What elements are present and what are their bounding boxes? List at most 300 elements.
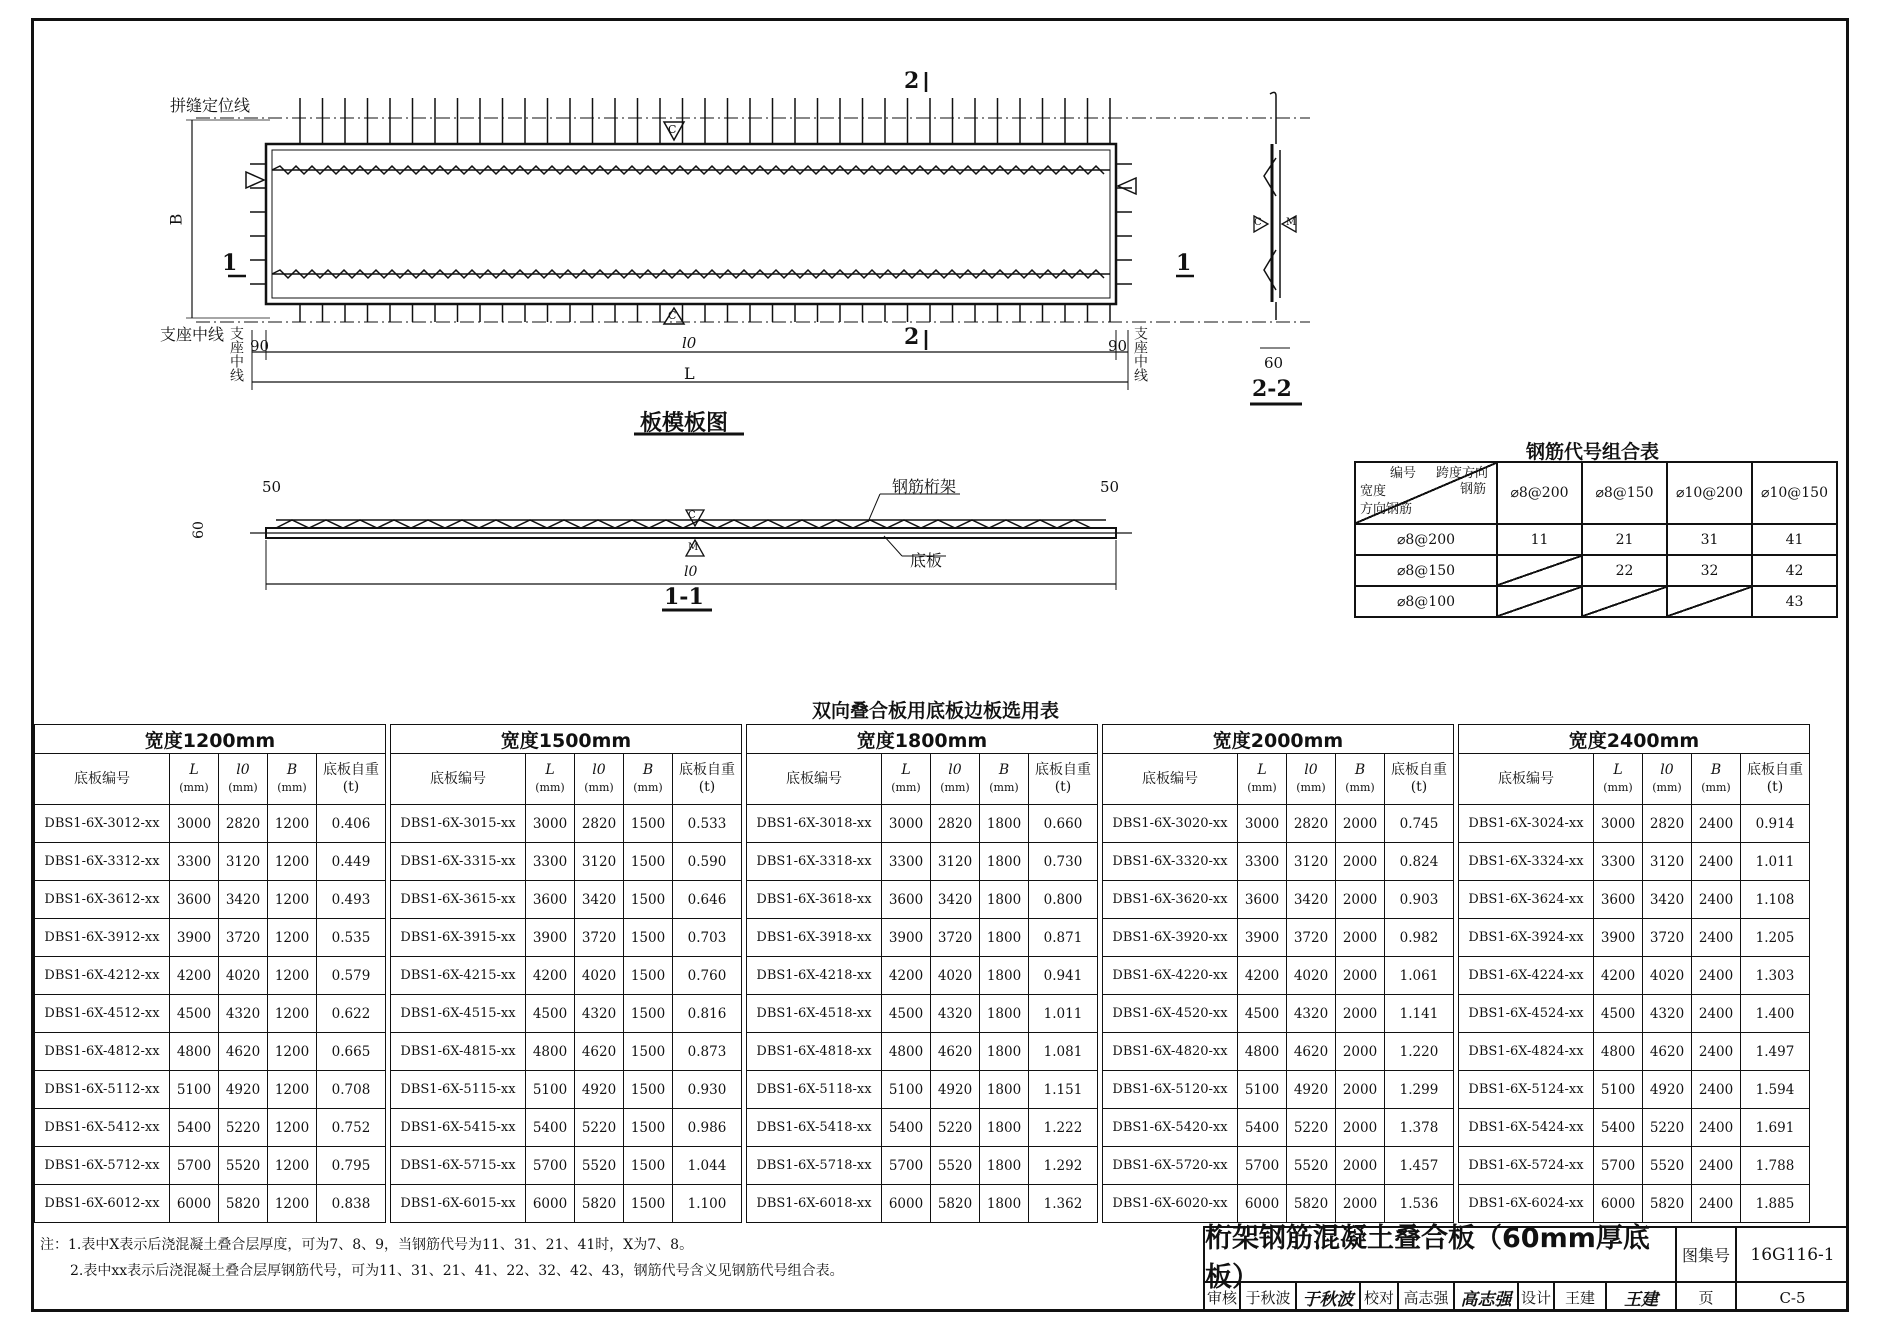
width-b-cell: 1500: [624, 1109, 673, 1147]
col-header-l0: [1287, 754, 1336, 805]
table-row: [391, 1147, 742, 1185]
col-header-b-symbol: B: [1354, 762, 1366, 778]
slab-code-cell: DBS1-6X-3912-xx: [35, 919, 170, 957]
slab-code-cell: DBS1-6X-5415-xx: [391, 1109, 526, 1147]
length-l-cell: 3000: [170, 805, 219, 843]
col-header-code: 底板编号: [35, 754, 170, 805]
table-row: [1459, 1109, 1810, 1147]
self-weight-cell: 1.303: [1741, 957, 1810, 995]
width-b-cell: 1800: [980, 1033, 1029, 1071]
span-l0-cell: 3120: [575, 843, 624, 881]
width-b-cell: 2400: [1692, 843, 1741, 881]
span-l0-cell: 4920: [575, 1071, 624, 1109]
col-header-b: [980, 754, 1029, 805]
self-weight-cell: 1.362: [1029, 1185, 1098, 1223]
combo-cell: 21: [1582, 524, 1667, 555]
slab-code-cell: DBS1-6X-6024-xx: [1459, 1185, 1594, 1223]
slab-code-cell: DBS1-6X-4512-xx: [35, 995, 170, 1033]
group-title: 宽度2000mm: [1103, 725, 1454, 754]
table-row: [35, 1109, 386, 1147]
table-row: [747, 1185, 1098, 1223]
review-label: 审核: [1205, 1283, 1241, 1312]
width-b-cell: 2400: [1692, 805, 1741, 843]
table-row: [391, 957, 742, 995]
table-row: [391, 843, 742, 881]
width-b-cell: 1800: [980, 1109, 1029, 1147]
length-l-cell: 6000: [1238, 1185, 1287, 1223]
table-row: [391, 881, 742, 919]
slab-code-cell: DBS1-6X-6012-xx: [35, 1185, 170, 1223]
col-header-l-symbol: L: [545, 762, 555, 778]
width-b-cell: 2400: [1692, 1071, 1741, 1109]
col-header-b: [1692, 754, 1741, 805]
self-weight-cell: 1.100: [673, 1185, 742, 1223]
span-l0-cell: 2820: [931, 805, 980, 843]
col-header-l: [526, 754, 575, 805]
section-mark-2-top: 2: [904, 68, 920, 94]
self-weight-cell: 0.646: [673, 881, 742, 919]
length-l-cell: 4800: [1238, 1033, 1287, 1071]
col-header-l: [1594, 754, 1643, 805]
table-row: [391, 1185, 742, 1223]
combo-header-row: [1355, 462, 1837, 524]
width-b-cell: 2000: [1336, 919, 1385, 957]
self-weight-cell: 0.903: [1385, 881, 1454, 919]
length-l-cell: 5400: [882, 1109, 931, 1147]
table-row: [391, 1071, 742, 1109]
width-b-cell: 2400: [1692, 881, 1741, 919]
span-l0-cell: 4620: [219, 1033, 268, 1071]
span-l0-cell: 3120: [931, 843, 980, 881]
section-11-end-dim-left: 50: [262, 478, 282, 496]
self-weight-cell: 0.873: [673, 1033, 742, 1071]
width-symbol: B: [166, 213, 186, 226]
combo-col-header: ⌀8@150: [1582, 462, 1667, 524]
table-row: [747, 843, 1098, 881]
span-l0-cell: 5520: [1287, 1147, 1336, 1185]
slab-code-cell: DBS1-6X-6018-xx: [747, 1185, 882, 1223]
self-weight-cell: 1.299: [1385, 1071, 1454, 1109]
combo-cell-empty: [1582, 586, 1667, 617]
width-b-cell: 2000: [1336, 843, 1385, 881]
width-b-cell: 1500: [624, 881, 673, 919]
slab-code-cell: DBS1-6X-3312-xx: [35, 843, 170, 881]
marker-c-left: [246, 172, 264, 188]
table-row: [1459, 843, 1810, 881]
slab-code-cell: DBS1-6X-3315-xx: [391, 843, 526, 881]
self-weight-cell: 0.745: [1385, 805, 1454, 843]
table-row: [35, 881, 386, 919]
slab-code-cell: DBS1-6X-5420-xx: [1103, 1109, 1238, 1147]
col-header-unit: (mm): [1247, 781, 1277, 794]
width-b-cell: 2400: [1692, 1147, 1741, 1185]
span-l0-cell: 4320: [931, 995, 980, 1033]
note-line: 2.表中xx表示后浇混凝土叠合层厚钢筋代号，可为11、31、21、41、22、32、42、43，钢筋代号含义见钢筋代号组合表。: [70, 1263, 844, 1279]
table-row: [1459, 957, 1810, 995]
combo-corner-label: 方向钢筋: [1360, 502, 1413, 517]
col-header-l: [170, 754, 219, 805]
col-header-weight: [673, 754, 742, 805]
table-row: [35, 1185, 386, 1223]
width-b-cell: 1800: [980, 843, 1029, 881]
section-mark-1-right: 1: [1176, 250, 1192, 276]
col-header-code: 底板编号: [391, 754, 526, 805]
slab-code-cell: DBS1-6X-3015-xx: [391, 805, 526, 843]
length-l-cell: 4800: [882, 1033, 931, 1071]
table-row: [391, 1109, 742, 1147]
length-l-cell: 6000: [526, 1185, 575, 1223]
length-l-cell: 4500: [526, 995, 575, 1033]
length-l-cell: 3000: [526, 805, 575, 843]
span-l0-cell: 3720: [1287, 919, 1336, 957]
col-header-unit: (mm): [1603, 781, 1633, 794]
section-mark-2-bottom: 2: [904, 324, 920, 350]
table-row: [35, 1033, 386, 1071]
length-l-cell: 5400: [526, 1109, 575, 1147]
self-weight-cell: 1.536: [1385, 1185, 1454, 1223]
signature-row: [1205, 1283, 1848, 1312]
span-l0-cell: 3420: [575, 881, 624, 919]
col-header-l0-symbol: l0: [236, 762, 250, 778]
col-header-b: [624, 754, 673, 805]
truss-leader: [868, 494, 880, 522]
slab-code-cell: DBS1-6X-5118-xx: [747, 1071, 882, 1109]
span-l0-cell: 4620: [931, 1033, 980, 1071]
self-weight-cell: 0.816: [673, 995, 742, 1033]
rebar-protrusions-bottom: [300, 304, 1110, 322]
span-l0-cell: 2820: [1643, 805, 1692, 843]
col-header-b: [1336, 754, 1385, 805]
width-b-cell: 1200: [268, 1109, 317, 1147]
table-row: [1103, 843, 1454, 881]
slab-code-cell: DBS1-6X-4224-xx: [1459, 957, 1594, 995]
combo-row: [1355, 555, 1837, 586]
length-l-cell: 5700: [1238, 1147, 1287, 1185]
length-l-cell: 4500: [170, 995, 219, 1033]
span-l0-cell: 3720: [575, 919, 624, 957]
width-group-table: [1102, 724, 1454, 1223]
table-row: [1103, 957, 1454, 995]
width-b-cell: 2400: [1692, 1185, 1741, 1223]
span-l0-cell: 4620: [1287, 1033, 1336, 1071]
slab-code-cell: DBS1-6X-5115-xx: [391, 1071, 526, 1109]
edge-dim-left: 90: [250, 337, 270, 355]
col-header-unit: (mm): [891, 781, 921, 794]
table-row: [35, 957, 386, 995]
rebar-combo-table: [1354, 461, 1838, 618]
width-b-cell: 1800: [980, 1185, 1029, 1223]
width-b-cell: 2400: [1692, 1033, 1741, 1071]
length-l-cell: 5400: [170, 1109, 219, 1147]
self-weight-cell: 1.788: [1741, 1147, 1810, 1185]
width-b-cell: 1500: [624, 843, 673, 881]
group-title: 宽度1800mm: [747, 725, 1098, 754]
length-l-cell: 6000: [1594, 1185, 1643, 1223]
slab-code-cell: DBS1-6X-4218-xx: [747, 957, 882, 995]
table-row: [747, 919, 1098, 957]
self-weight-cell: 1.400: [1741, 995, 1810, 1033]
width-b-cell: 1500: [624, 805, 673, 843]
table-row: [35, 919, 386, 957]
length-l-cell: 3000: [882, 805, 931, 843]
col-header-l0-symbol: l0: [1304, 762, 1318, 778]
selection-table-title: 双向叠合板用底板边板选用表: [812, 700, 1060, 722]
col-header-unit: (mm): [1296, 781, 1326, 794]
section-11-truss: [276, 520, 1091, 528]
combo-corner-label: 钢筋: [1460, 482, 1487, 497]
section-11-span-symbol: l0: [684, 564, 698, 580]
width-b-cell: 1800: [980, 881, 1029, 919]
slab-code-cell: DBS1-6X-5712-xx: [35, 1147, 170, 1185]
width-b-cell: 1800: [980, 957, 1029, 995]
span-l0-cell: 4020: [1287, 957, 1336, 995]
self-weight-cell: 1.108: [1741, 881, 1810, 919]
col-header-unit: (mm): [1345, 781, 1375, 794]
table-row: [35, 995, 386, 1033]
combo-cell: 22: [1582, 555, 1667, 586]
combo-cell: 42: [1752, 555, 1837, 586]
length-l-cell: 3300: [1238, 843, 1287, 881]
col-header-l-symbol: L: [1257, 762, 1267, 778]
combo-row-label: ⌀8@100: [1355, 586, 1497, 617]
table-row: [391, 995, 742, 1033]
col-header-unit: (mm): [1701, 781, 1731, 794]
length-l-cell: 3300: [526, 843, 575, 881]
col-header-l: [1238, 754, 1287, 805]
slab-code-cell: DBS1-6X-3920-xx: [1103, 919, 1238, 957]
length-l-cell: 3600: [1594, 881, 1643, 919]
span-l0-cell: 4920: [931, 1071, 980, 1109]
col-header-weight-label: 底板自重: [323, 762, 379, 778]
length-l-cell: 3300: [1594, 843, 1643, 881]
col-header-b-symbol: B: [642, 762, 654, 778]
width-b-cell: 2000: [1336, 881, 1385, 919]
span-l0-cell: 3120: [1643, 843, 1692, 881]
combo-row-label: ⌀8@200: [1355, 524, 1497, 555]
self-weight-cell: 0.871: [1029, 919, 1098, 957]
self-weight-cell: 0.535: [317, 919, 386, 957]
table-row: [1103, 881, 1454, 919]
col-header-l0-symbol: l0: [592, 762, 606, 778]
table-row: [35, 805, 386, 843]
self-weight-cell: 0.914: [1741, 805, 1810, 843]
width-b-cell: 2400: [1692, 1109, 1741, 1147]
span-l0-cell: 3720: [219, 919, 268, 957]
self-weight-cell: 1.044: [673, 1147, 742, 1185]
reviewer-name: 于秋波: [1241, 1283, 1297, 1312]
combo-row: [1355, 586, 1837, 617]
table-row: [747, 1071, 1098, 1109]
table-row: [747, 957, 1098, 995]
selection-table: [34, 724, 1810, 1223]
slab-code-cell: DBS1-6X-5412-xx: [35, 1109, 170, 1147]
length-l-cell: 4200: [1238, 957, 1287, 995]
col-header-l-symbol: L: [189, 762, 199, 778]
atlas-label: 图集号: [1677, 1228, 1737, 1283]
table-row: [35, 843, 386, 881]
length-l-cell: 6000: [170, 1185, 219, 1223]
slab-code-cell: DBS1-6X-3018-xx: [747, 805, 882, 843]
length-l-cell: 4800: [526, 1033, 575, 1071]
col-header-l: [882, 754, 931, 805]
width-group-table: [746, 724, 1098, 1223]
slab-code-cell: DBS1-6X-3612-xx: [35, 881, 170, 919]
col-header-weight-label: 底板自重: [1391, 762, 1447, 778]
slab-code-cell: DBS1-6X-3915-xx: [391, 919, 526, 957]
self-weight-cell: 1.378: [1385, 1109, 1454, 1147]
self-weight-cell: 1.497: [1741, 1033, 1810, 1071]
slab-code-cell: DBS1-6X-3615-xx: [391, 881, 526, 919]
self-weight-cell: 1.151: [1029, 1071, 1098, 1109]
col-header-weight-unit: (t): [698, 779, 716, 795]
length-l-cell: 3600: [526, 881, 575, 919]
slab-label: 底板: [910, 551, 943, 570]
width-b-cell: 1500: [624, 1147, 673, 1185]
length-l-cell: 4200: [526, 957, 575, 995]
table-row: [35, 1071, 386, 1109]
table-row: [391, 1033, 742, 1071]
note-line: 注：1.表中X表示后浇混凝土叠合层厚度，可为7、8、9，当钢筋代号为11、31、21、41时，X为7、8。: [40, 1237, 694, 1253]
table-row: [1103, 1071, 1454, 1109]
table-row: [1459, 1033, 1810, 1071]
self-weight-cell: 0.590: [673, 843, 742, 881]
table-row: [391, 805, 742, 843]
slab-code-cell: DBS1-6X-3620-xx: [1103, 881, 1238, 919]
col-header-weight-unit: (t): [1054, 779, 1072, 795]
rebar-combo-title: 钢筋代号组合表: [1526, 441, 1660, 463]
table-row: [1103, 1147, 1454, 1185]
combo-corner-label: 跨度方向: [1436, 466, 1489, 481]
span-l0-cell: 5520: [219, 1147, 268, 1185]
section-22-truss: [1264, 158, 1276, 290]
col-header-weight: [1741, 754, 1810, 805]
col-header-code: 底板编号: [1103, 754, 1238, 805]
section-11-c: C: [688, 510, 696, 521]
width-group-table: [1458, 724, 1810, 1223]
span-l0-cell: 4020: [931, 957, 980, 995]
col-header-weight-label: 底板自重: [1747, 762, 1803, 778]
self-weight-cell: 1.222: [1029, 1109, 1098, 1147]
width-group-table: [34, 724, 386, 1223]
combo-corner-label: 宽度: [1360, 484, 1387, 499]
table-row: [1459, 1071, 1810, 1109]
length-l-cell: 3300: [170, 843, 219, 881]
table-row: [747, 1033, 1098, 1071]
span-l0-cell: 5220: [931, 1109, 980, 1147]
slab-code-cell: DBS1-6X-3924-xx: [1459, 919, 1594, 957]
slab-code-cell: DBS1-6X-4812-xx: [35, 1033, 170, 1071]
slab-code-cell: DBS1-6X-4515-xx: [391, 995, 526, 1033]
slab-code-cell: DBS1-6X-5418-xx: [747, 1109, 882, 1147]
combo-row-label: ⌀8@150: [1355, 555, 1497, 586]
span-l0-cell: 3720: [1643, 919, 1692, 957]
slab-code-cell: DBS1-6X-4824-xx: [1459, 1033, 1594, 1071]
length-l-cell: 4200: [882, 957, 931, 995]
slab-code-cell: DBS1-6X-3020-xx: [1103, 805, 1238, 843]
check-label: 校对: [1361, 1283, 1399, 1312]
atlas-number: 16G116-1: [1737, 1228, 1848, 1283]
length-l-cell: 5700: [1594, 1147, 1643, 1185]
width-b-cell: 1200: [268, 1185, 317, 1223]
width-b-cell: 2000: [1336, 1033, 1385, 1071]
length-l-cell: 3900: [882, 919, 931, 957]
col-header-l0: [1643, 754, 1692, 805]
col-header-unit: (mm): [584, 781, 614, 794]
self-weight-cell: 0.449: [317, 843, 386, 881]
title-block: [1203, 1222, 1848, 1312]
length-l-cell: 4500: [882, 995, 931, 1033]
width-b-cell: 2000: [1336, 1147, 1385, 1185]
col-header-weight-label: 底板自重: [679, 762, 735, 778]
col-header-weight-unit: (t): [1410, 779, 1428, 795]
self-weight-cell: 0.930: [673, 1071, 742, 1109]
table-row: [391, 919, 742, 957]
span-l0-cell: 5220: [219, 1109, 268, 1147]
col-header-unit: (mm): [277, 781, 307, 794]
slab-code-cell: DBS1-6X-3324-xx: [1459, 843, 1594, 881]
slab-code-cell: DBS1-6X-3318-xx: [747, 843, 882, 881]
page-number: C-5: [1779, 1288, 1806, 1307]
group-title: 宽度1200mm: [35, 725, 386, 754]
span-l0-cell: 4320: [219, 995, 268, 1033]
width-b-cell: 1500: [624, 1071, 673, 1109]
slab-code-cell: DBS1-6X-4215-xx: [391, 957, 526, 995]
col-header-weight: [1385, 754, 1454, 805]
width-b-cell: 1800: [980, 1071, 1029, 1109]
slab-code-cell: DBS1-6X-4520-xx: [1103, 995, 1238, 1033]
length-l-cell: 3600: [170, 881, 219, 919]
length-l-cell: 5700: [526, 1147, 575, 1185]
self-weight-cell: 0.986: [673, 1109, 742, 1147]
width-b-cell: 1200: [268, 1071, 317, 1109]
col-header-b-symbol: B: [286, 762, 298, 778]
length-l-cell: 3900: [526, 919, 575, 957]
length-symbol: L: [684, 364, 695, 383]
table-row: [1459, 919, 1810, 957]
col-header-unit: (mm): [179, 781, 209, 794]
width-b-cell: 1800: [980, 995, 1029, 1033]
combo-cell: 31: [1667, 524, 1752, 555]
span-l0-cell: 5820: [931, 1185, 980, 1223]
width-b-cell: 1500: [624, 995, 673, 1033]
length-l-cell: 3300: [882, 843, 931, 881]
length-l-cell: 3000: [1594, 805, 1643, 843]
length-l-cell: 4500: [1594, 995, 1643, 1033]
col-header-weight-label: 底板自重: [1035, 762, 1091, 778]
truss-label: 钢筋桁架: [892, 477, 957, 496]
length-l-cell: 4500: [1238, 995, 1287, 1033]
self-weight-cell: 1.205: [1741, 919, 1810, 957]
table-row: [747, 995, 1098, 1033]
col-header-l0: [931, 754, 980, 805]
span-symbol: l0: [682, 334, 697, 352]
support-centerline-right-vertical: 支座中线: [1132, 326, 1148, 382]
span-l0-cell: 2820: [575, 805, 624, 843]
combo-cell: 11: [1497, 524, 1582, 555]
length-l-cell: 5400: [1594, 1109, 1643, 1147]
self-weight-cell: 0.824: [1385, 843, 1454, 881]
seam-line-label: 拼缝定位线: [170, 96, 251, 115]
plan-title: 板模板图: [640, 411, 729, 436]
self-weight-cell: 0.622: [317, 995, 386, 1033]
section-11-thickness-dim: 60: [190, 521, 207, 539]
col-header-l0-symbol: l0: [1660, 762, 1674, 778]
span-l0-cell: 4320: [575, 995, 624, 1033]
combo-corner-label: 编号: [1390, 466, 1417, 481]
span-l0-cell: 4920: [1287, 1071, 1336, 1109]
length-l-cell: 4200: [170, 957, 219, 995]
slab-code-cell: DBS1-6X-3012-xx: [35, 805, 170, 843]
